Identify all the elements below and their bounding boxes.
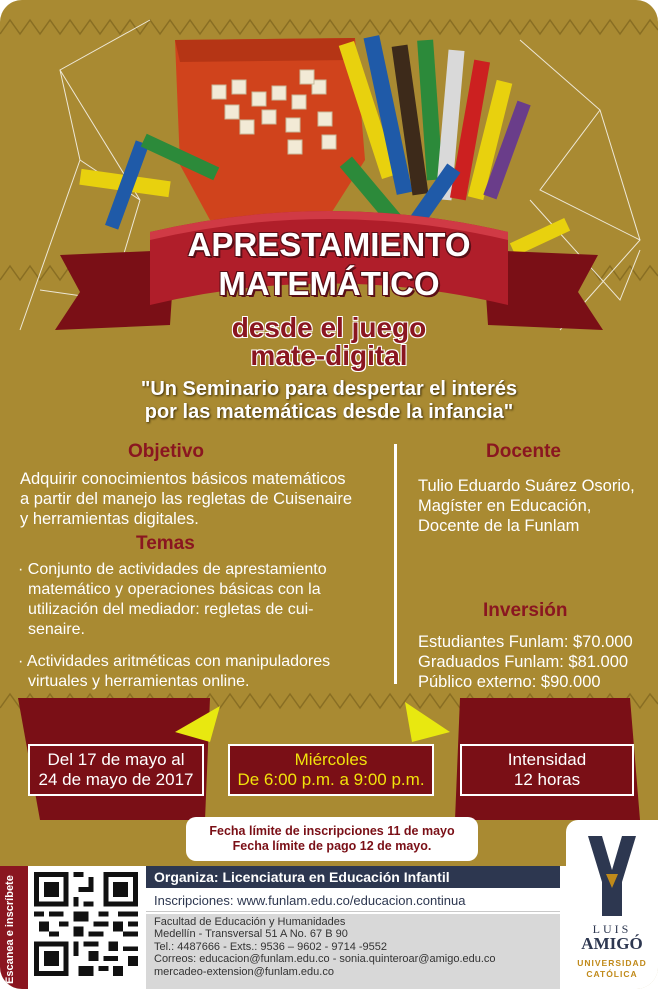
contact-email[interactable]: mercadeo-extension@funlam.edu.co <box>154 965 334 978</box>
deadline-line: Fecha límite de pago 12 de mayo. <box>232 839 432 853</box>
temas-line: utilización del mediador: regletas de cui- <box>28 601 314 618</box>
title-line2: MATEMÁTICO <box>218 265 440 302</box>
docente-line: Magíster en Educación, <box>418 497 592 515</box>
temas-item-1 <box>18 560 327 640</box>
docente-heading: Docente <box>486 441 561 462</box>
intensity-line: 12 horas <box>513 770 581 789</box>
inversion-line: Estudiantes Funlam: $70.000 <box>418 633 633 651</box>
inversion-heading: Inversión <box>483 600 568 621</box>
logo-luis: LUIS <box>592 922 632 936</box>
qr-code-icon[interactable] <box>34 872 138 976</box>
title-line1: APRESTAMIENTO <box>187 226 471 263</box>
intensity-line: Intensidad <box>507 750 587 769</box>
temas-line: · Conjunto de actividades de aprestamiento <box>18 561 327 578</box>
quote-line1: "Un Seminario para despertar el interés <box>140 378 518 400</box>
temas-line: virtuales y herramientas online. <box>28 673 250 690</box>
temas-line: · Actividades aritméticas con manipuladores <box>18 653 331 670</box>
schedule-line: De 6:00 p.m. a 9:00 p.m. <box>237 770 425 789</box>
deadline-note <box>186 817 478 861</box>
logo-universidad: UNIVERSIDAD <box>577 958 647 968</box>
scan-label: Escanea e inscríbete <box>4 875 16 984</box>
logo-emblem-icon <box>584 830 640 920</box>
contact-line: Tel.: 4487666 - Exts.: 9536 – 9602 - 9714 -9552 <box>154 940 387 953</box>
quote-line2: por las matemáticas desde la infancia" <box>144 401 514 423</box>
schedule-box <box>228 744 434 796</box>
schedule-line: Miércoles <box>294 750 368 769</box>
temas-line: matemático y operaciones básicas con la <box>28 581 321 598</box>
temas-line: senaire. <box>28 621 85 638</box>
objetivo-line: Adquirir conocimientos básicos matemáticos <box>20 470 346 488</box>
objetivo-line: y herramientas digitales. <box>20 510 199 528</box>
dates-box <box>28 744 204 796</box>
logo-amigo: AMIGÓ <box>581 934 643 953</box>
contact-line: Medellín - Transversal 51 A No. 67 B 90 <box>154 928 348 941</box>
contact-emails[interactable]: Correos: educacion@funlam.edu.co - sonia.quinteroar@amigo.edu.co <box>154 953 496 966</box>
subtitle-line1: desde el juego <box>231 312 427 343</box>
intensity-box <box>460 744 634 796</box>
scan-sidebar <box>0 866 28 989</box>
temas-heading: Temas <box>136 533 195 554</box>
organiza-bar: Organiza: Licenciatura en Educación Infantil <box>146 866 560 888</box>
dates-line: Del 17 de mayo al <box>47 750 185 769</box>
docente-text <box>418 476 635 536</box>
contact-info <box>146 914 560 989</box>
contact-line: Facultad de Educación y Humanidades <box>154 916 346 928</box>
objetivo-text <box>20 469 352 529</box>
subtitle-line2: mate-digital <box>250 340 408 371</box>
deadline-line: Fecha límite de inscripciones 11 de mayo <box>209 824 455 838</box>
inversion-line: Graduados Funlam: $81.000 <box>418 653 629 671</box>
inscripciones-link[interactable]: Inscripciones: www.funlam.edu.co/educacion.continua <box>146 890 560 912</box>
docente-line: Tulio Eduardo Suárez Osorio, <box>418 477 635 495</box>
objetivo-line: a partir del manejo las regletas de Cuisenaire <box>20 490 353 508</box>
docente-line: Docente de la Funlam <box>418 517 580 535</box>
university-logo <box>566 820 658 989</box>
objetivo-heading: Objetivo <box>128 441 205 462</box>
column-divider <box>394 444 397 684</box>
logo-catolica: CATÓLICA <box>586 969 638 979</box>
dates-line: 24 de mayo de 2017 <box>38 770 194 789</box>
inversion-line: Público externo: $90.000 <box>418 673 601 691</box>
